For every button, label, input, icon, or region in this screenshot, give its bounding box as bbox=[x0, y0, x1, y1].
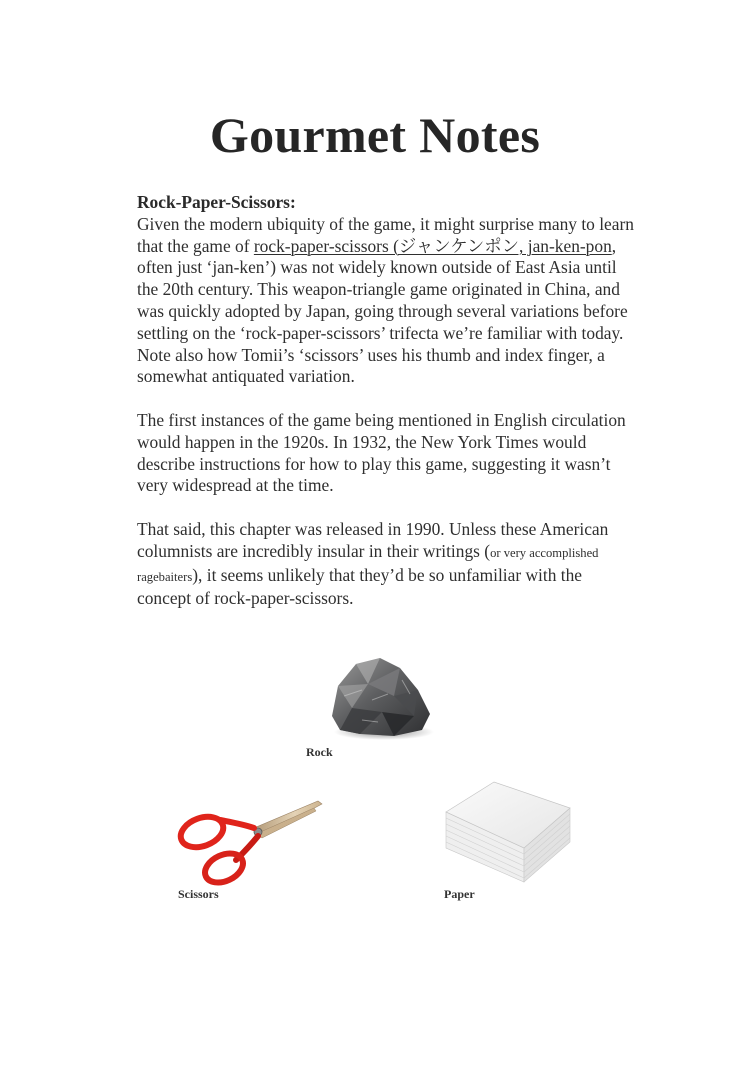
page-title: Gourmet Notes bbox=[209, 107, 541, 163]
paper-caption: Paper bbox=[444, 887, 475, 901]
paragraph-1 bbox=[137, 192, 637, 388]
paragraph-3-text-b: ), it seems unlikely that they’d be so unfamiliar with the concept of rock-paper-scissors. bbox=[137, 564, 583, 609]
section-heading: Rock-Paper-Scissors: bbox=[137, 192, 296, 212]
scissors-caption: Scissors bbox=[178, 887, 219, 901]
rock-icon bbox=[322, 650, 437, 742]
paragraph-3-text-a: That said, this chapter was released in 1990. Unless these American columnists are incredibly insular in their writings ( bbox=[137, 518, 609, 561]
paragraph-3 bbox=[137, 519, 637, 610]
paragraph-1-text-a: Given the modern ubiquity of the game, it might surprise many to learn that the game of bbox=[137, 213, 634, 256]
scissors-icon bbox=[176, 798, 324, 886]
rps-link[interactable]: rock-paper-scissors (ジャンケンポン, jan-ken-pon bbox=[253, 235, 612, 256]
paragraph-3-aside: or very accomplished ragebaiters bbox=[137, 545, 599, 584]
paragraph-2: The first instances of the game being mentioned in English circulation would happen in the 1920s. In 1932, the New York Times would describe instructions for how to play this game, suggesting it wasn’t very widespread at the time. bbox=[137, 409, 626, 496]
paper-stack-icon bbox=[442, 778, 574, 884]
rock-figure bbox=[322, 650, 437, 742]
scissors-figure bbox=[176, 798, 324, 886]
paragraph-1-text-b: , often just ‘jan-ken’) was not widely known outside of East Asia until the 20th century. This weapon-triangle game originated in China, and was quickly adopted by Japan, going through several variations before settling on the ‘rock-paper-scissors’ trifecta we’re familiar with today. Note also how Tomii’s ‘scissors’ uses his thumb and index finger, a somewhat antiquated variation. bbox=[137, 235, 628, 387]
rock-caption: Rock bbox=[306, 745, 333, 759]
article-body bbox=[137, 192, 637, 632]
paper-figure bbox=[442, 778, 574, 884]
